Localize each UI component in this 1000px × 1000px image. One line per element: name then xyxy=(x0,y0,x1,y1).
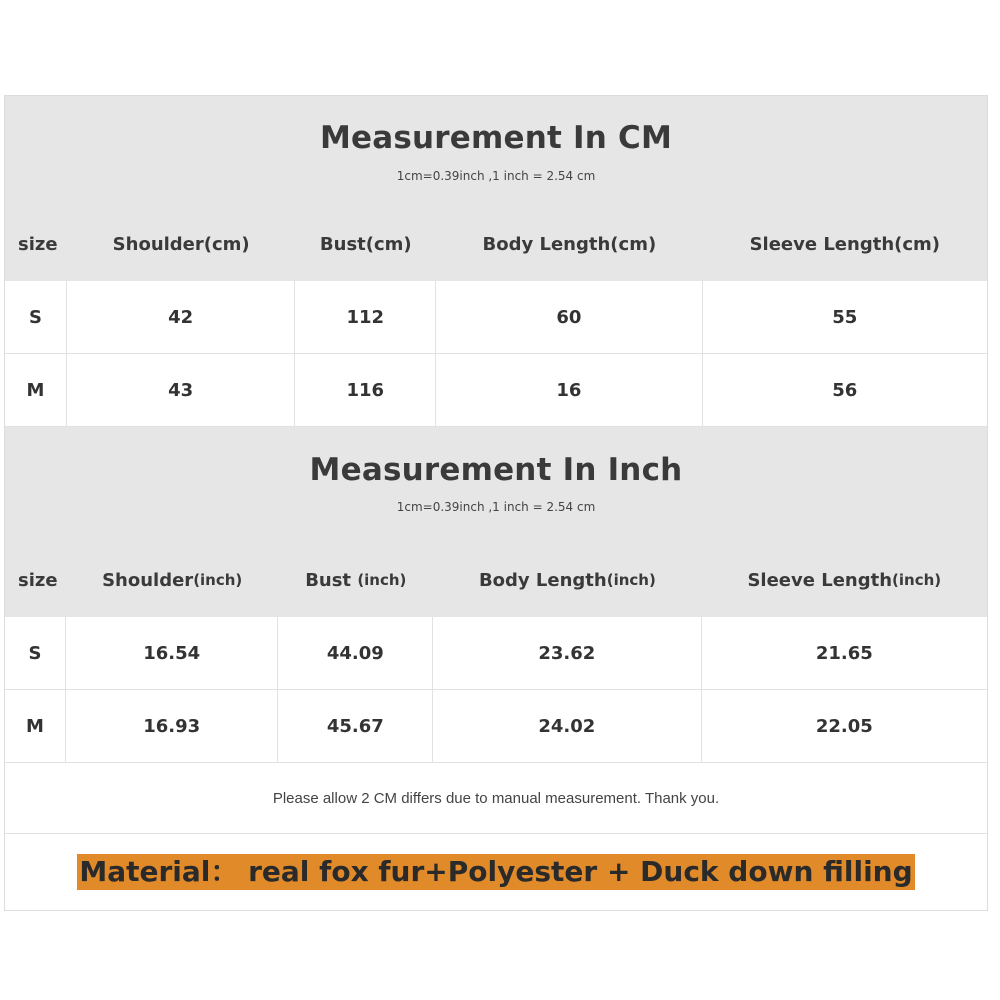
cell-bust: 116 xyxy=(295,354,436,426)
column-header-label: Sleeve Length xyxy=(747,569,893,591)
column-header-unit: (inch) xyxy=(357,571,407,589)
cell-shoulder: 42 xyxy=(67,281,296,353)
inch-table-title: Measurement In Inch xyxy=(309,452,683,488)
cm-table-title: Measurement In CM xyxy=(319,120,673,156)
cell-shoulder: 16.93 xyxy=(66,690,279,762)
cell-sleeve-length: 56 xyxy=(832,379,858,401)
table-row xyxy=(5,617,987,690)
cm-column-headers xyxy=(5,208,987,281)
inch-conversion-note: 1cm=0.39inch ,1 inch = 2.54 cm xyxy=(396,500,596,514)
column-header-unit: (inch) xyxy=(193,571,243,589)
column-header-bust: Bust(cm) xyxy=(319,234,412,255)
cell-body-length: 60 xyxy=(436,281,702,353)
column-header-label: size xyxy=(18,569,58,591)
cell-size: S xyxy=(5,617,66,689)
cell-sleeve-length: 22.05 xyxy=(815,715,873,737)
cell-sleeve-length: 21.65 xyxy=(815,642,873,664)
material-text: Material： real fox fur+Polyester + Duck down filling xyxy=(79,855,913,888)
cell-size: M xyxy=(5,354,67,426)
cell-body-length: 23.62 xyxy=(433,617,701,689)
cell-body-length: 24.02 xyxy=(433,690,701,762)
column-header-sleeve-length xyxy=(702,543,987,617)
inch-column-headers xyxy=(5,543,987,617)
column-header-body-length xyxy=(433,543,701,617)
column-header-sleeve-length: Sleeve Length(cm) xyxy=(749,234,941,255)
column-header-size: size xyxy=(18,234,58,255)
column-header-label: Bust xyxy=(305,569,358,591)
inch-table-header xyxy=(5,427,987,543)
cell-shoulder: 43 xyxy=(67,354,296,426)
inch-table xyxy=(5,427,987,763)
column-header-body-length: Body Length(cm) xyxy=(482,234,657,255)
table-row xyxy=(5,690,987,763)
cell-shoulder: 16.54 xyxy=(66,617,279,689)
cell-bust: 44.09 xyxy=(278,617,433,689)
cell-body-length: 16 xyxy=(436,354,702,426)
cell-sleeve-length: 55 xyxy=(832,306,858,328)
column-header-bust xyxy=(278,543,433,617)
table-row xyxy=(5,354,987,427)
cell-bust: 45.67 xyxy=(278,690,433,762)
cm-conversion-note: 1cm=0.39inch ,1 inch = 2.54 cm xyxy=(396,169,596,183)
column-header-label: Body Length xyxy=(478,569,607,591)
cell-size: M xyxy=(5,690,66,762)
material-banner xyxy=(5,834,987,910)
column-header-label: Shoulder xyxy=(102,569,194,591)
column-header-shoulder: Shoulder(cm) xyxy=(112,234,250,255)
size-chart xyxy=(4,95,988,911)
column-header-unit: (inch) xyxy=(606,571,656,589)
column-header-size xyxy=(5,543,66,617)
cm-table xyxy=(5,96,987,427)
cell-size: S xyxy=(5,281,67,353)
cm-table-header xyxy=(5,96,987,208)
column-header-unit: (inch) xyxy=(892,571,942,589)
column-header-shoulder xyxy=(66,543,279,617)
cell-bust: 112 xyxy=(295,281,436,353)
table-row xyxy=(5,281,987,354)
measurement-footnote: Please allow 2 CM differs due to manual measurement. Thank you. xyxy=(5,763,987,834)
